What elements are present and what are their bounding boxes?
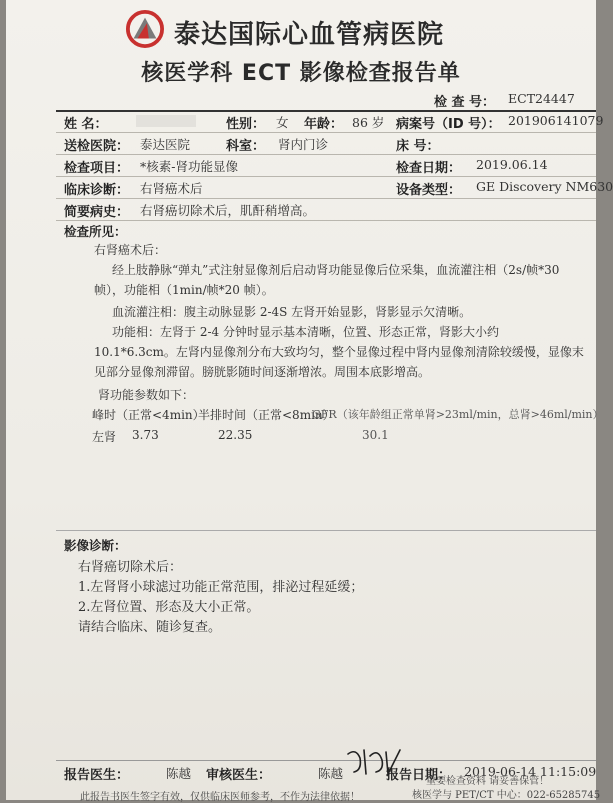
left-kidney-peak: 3.73 — [132, 428, 159, 442]
device-value: GE Discovery NM630 — [476, 179, 613, 194]
sex-value: 女 — [276, 115, 289, 130]
reporter-value: 陈越 — [166, 766, 192, 781]
impression-divider — [56, 530, 596, 531]
record-label: 病案号（ID 号）： — [396, 117, 501, 132]
hospital-logo-icon — [126, 10, 164, 48]
findings-label: 检查所见： — [64, 224, 127, 239]
exam-no-value: ECT24447 — [508, 91, 575, 106]
param-peak-header: 峰时（正常<4min） — [92, 408, 205, 422]
findings-p2: 血流灌注相：腹主动脉显影 2-4S 左肾开始显影，肾影显示欠清晰。 — [112, 305, 472, 319]
exam-row — [56, 154, 596, 177]
report-title: 核医学科 ECT 影像检查报告单 — [141, 61, 461, 86]
param-half-header: 半排时间（正常<8min） — [198, 408, 335, 422]
footnote-left: 此报告书医生签字有效，仅供临床医师参考，不作为法律依据！ — [80, 792, 360, 803]
history-label: 简要病史： — [64, 205, 130, 220]
left-kidney-half: 22.35 — [218, 428, 253, 442]
age-value: 86 岁 — [352, 115, 385, 130]
age-label: 年龄： — [304, 117, 344, 132]
report-date-value: 2019-06-14 11:15:09 — [464, 764, 597, 779]
device-label: 设备类型： — [396, 183, 462, 198]
exam-date-value: 2019.06.14 — [476, 157, 548, 172]
sex-label: 性别： — [226, 117, 266, 132]
clinical-diag-label: 临床诊断： — [64, 183, 130, 198]
exam-item-label: 检查项目： — [64, 161, 130, 176]
patient-row — [56, 110, 604, 133]
name-label: 姓 名： — [64, 117, 108, 132]
history-value: 右肾癌切除术后，肌酐稍增高。 — [140, 203, 316, 218]
hospital-name: 泰达国际心血管病医院 — [174, 20, 445, 50]
report-date-label: 报告日期： — [386, 768, 452, 783]
impression-intro: 右肾癌切除术后： — [78, 560, 183, 575]
referral-row — [56, 132, 596, 155]
handwritten-signature-icon — [344, 744, 404, 778]
findings-intro: 右肾癌术后： — [94, 243, 167, 257]
dept-label: 科室： — [226, 139, 266, 154]
clinical-row — [56, 176, 613, 199]
dept-value: 肾内门诊 — [278, 137, 329, 152]
history-row — [56, 198, 596, 221]
left-kidney-label: 左肾 — [92, 430, 117, 444]
impression-label: 影像诊断： — [64, 538, 127, 553]
param-gfr-header: GFR（该年龄组正常单肾>23ml/min，总肾>46ml/min） — [312, 408, 604, 421]
impression-item-1: 1.左肾肾小球滤过功能正常范围，排泌过程延缓； — [78, 580, 364, 595]
report-sheet — [6, 0, 613, 803]
left-kidney-gfr: 30.1 — [362, 428, 389, 442]
footnote-right-2: 核医学与 PET/CT 中心：022-65285745 — [412, 790, 601, 801]
impression-advice: 请结合临床、随诊复查。 — [78, 620, 222, 635]
exam-item-value: *核素-肾功能显像 — [140, 159, 238, 174]
clinical-diag-value: 右肾癌术后 — [140, 181, 203, 196]
reviewer-value: 陈越 — [318, 766, 344, 781]
exam-date-label: 检查日期： — [396, 161, 462, 176]
referral-hospital-value: 泰达医院 — [140, 137, 191, 152]
params-title: 肾功能参数如下： — [98, 388, 195, 402]
reporter-label: 报告医生： — [64, 768, 130, 783]
referral-hospital-label: 送检医院： — [64, 139, 130, 154]
findings-p1: 经上肢静脉“弹丸”式注射显像剂后启动肾功能显像后位采集，血流灌注相（2s/帧*30 帧），功能相（1min/帧*20 帧）。 — [94, 263, 560, 297]
bed-label: 床 号： — [396, 139, 440, 154]
exam-no-row — [56, 88, 596, 112]
reviewer-label: 审核医生： — [206, 768, 272, 783]
record-value: 201906141079 — [508, 113, 604, 128]
findings-p3: 功能相：左肾于 2-4 分钟时显示基本清晰，位置、形态正常，肾影大小约 10.1*6.3cm。左肾内显像剂分布大致均匀，整个显像过程中肾内显像剂清除较缓慢，显像末见部分显像剂滞留。膀胱影随时间逐渐增浓。周围本底影增高。 — [94, 325, 584, 379]
impression-item-2: 2.左肾位置、形态及大小正常。 — [78, 600, 260, 615]
redacted-name — [136, 115, 196, 127]
footnote-right-1: 重要检查资料 请妥善保管！ — [426, 776, 550, 787]
exam-no-label: 检 查 号： — [434, 95, 496, 110]
